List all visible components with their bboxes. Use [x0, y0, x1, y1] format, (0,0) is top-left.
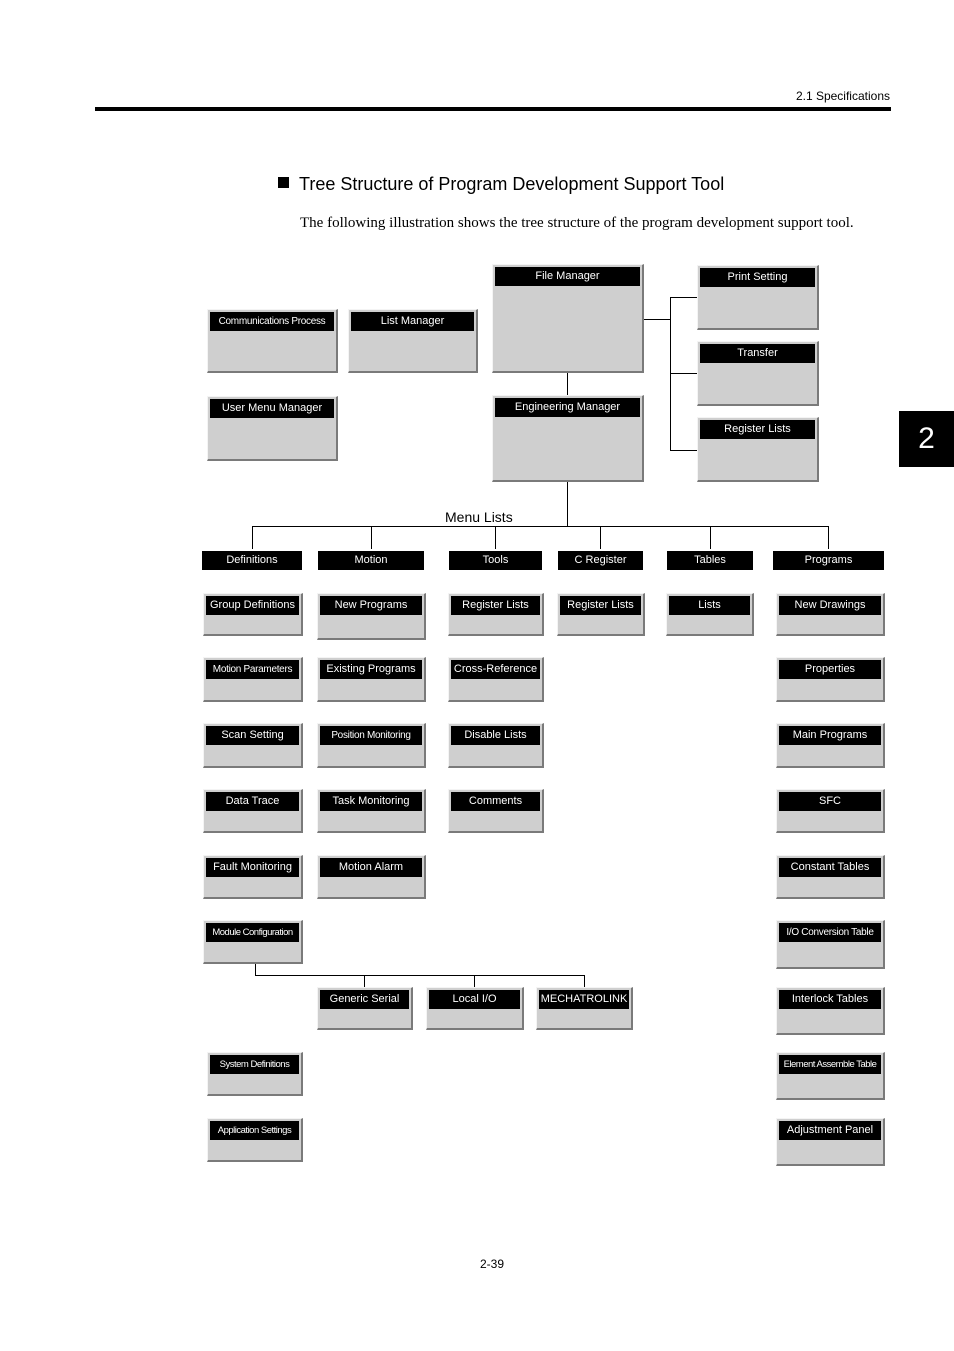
- menu-label: C Register: [558, 551, 643, 570]
- list-manager-window[interactable]: [348, 309, 478, 373]
- menu-label: Motion: [318, 551, 424, 570]
- transfer-window[interactable]: [697, 341, 819, 406]
- window-title: Element Assemble Table: [779, 1055, 881, 1074]
- window-title: Main Programs: [779, 726, 881, 745]
- window-title: Disable Lists: [451, 726, 540, 745]
- window-title: Motion Alarm: [320, 858, 422, 877]
- window-title: Transfer: [700, 344, 815, 363]
- window-title: Application Settings: [210, 1121, 299, 1140]
- menu-label: Tools: [449, 551, 542, 570]
- window-title: Task Monitoring: [320, 792, 422, 811]
- square-bullet-icon: [278, 177, 289, 188]
- menu-motion[interactable]: [317, 549, 425, 571]
- window-title: Fault Monitoring: [206, 858, 299, 877]
- window-title: MECHATROLINK: [539, 990, 629, 1009]
- window-title: Data Trace: [206, 792, 299, 811]
- engineering-manager-window[interactable]: [492, 395, 644, 482]
- window-title: List Manager: [351, 312, 474, 331]
- position-monitoring-window[interactable]: [317, 723, 426, 768]
- window-title: Interlock Tables: [779, 990, 881, 1009]
- new-programs-window[interactable]: [317, 593, 426, 640]
- intro-paragraph: The following illustration shows the tree structure of the program development support tool.: [300, 215, 854, 231]
- motion-alarm-window[interactable]: [317, 855, 426, 899]
- window-title: Print Setting: [700, 268, 815, 287]
- window-title: Generic Serial: [320, 990, 409, 1009]
- header-rule: [95, 107, 891, 111]
- window-title: Module Configuration: [206, 923, 299, 942]
- file-manager-window[interactable]: [492, 264, 644, 373]
- menu-tools[interactable]: [448, 549, 543, 571]
- menu-label: Definitions: [202, 551, 302, 570]
- comments-window[interactable]: [448, 789, 544, 833]
- menu-c-register[interactable]: [557, 549, 644, 571]
- register-lists-window[interactable]: [697, 417, 819, 482]
- window-title: Scan Setting: [206, 726, 299, 745]
- window-title: SFC: [779, 792, 881, 811]
- system-definitions-window[interactable]: [207, 1052, 303, 1096]
- local-io-window[interactable]: [426, 987, 524, 1030]
- page-number: 2-39: [480, 1257, 505, 1271]
- section-title: [278, 174, 724, 195]
- constant-tables-window[interactable]: [776, 855, 885, 899]
- application-settings-window[interactable]: [207, 1118, 303, 1162]
- lists-window[interactable]: [666, 593, 754, 636]
- window-title: File Manager: [495, 267, 640, 286]
- window-title: Properties: [779, 660, 881, 679]
- scan-setting-window[interactable]: [203, 723, 303, 768]
- group-definitions-window[interactable]: [203, 593, 303, 636]
- interlock-tables-window[interactable]: [776, 987, 885, 1035]
- module-configuration-window[interactable]: [203, 920, 303, 964]
- window-title: Motion Parameters: [206, 660, 299, 679]
- section-title-text: Tree Structure of Program Development Support Tool: [299, 174, 725, 194]
- data-trace-window[interactable]: [203, 789, 303, 833]
- section-header: 2.1 Specifications: [795, 89, 890, 103]
- tools-register-lists-window[interactable]: [448, 593, 544, 636]
- window-title: Lists: [669, 596, 750, 615]
- window-title: User Menu Manager: [210, 399, 334, 418]
- chapter-tab: 2: [899, 411, 954, 467]
- window-title: Register Lists: [451, 596, 540, 615]
- window-title: Engineering Manager: [495, 398, 640, 417]
- window-title: Constant Tables: [779, 858, 881, 877]
- existing-programs-window[interactable]: [317, 657, 426, 702]
- cross-reference-window[interactable]: [448, 657, 544, 702]
- menu-definitions[interactable]: [201, 549, 303, 571]
- task-monitoring-window[interactable]: [317, 789, 426, 833]
- generic-serial-window[interactable]: [317, 987, 413, 1030]
- fault-monitoring-window[interactable]: [203, 855, 303, 899]
- menu-label: Programs: [773, 551, 884, 570]
- window-title: New Programs: [320, 596, 422, 615]
- disable-lists-window[interactable]: [448, 723, 544, 768]
- window-title: Local I/O: [429, 990, 520, 1009]
- io-conversion-table-window[interactable]: [776, 920, 885, 969]
- window-title: Position Monitoring: [320, 726, 422, 745]
- print-setting-window[interactable]: [697, 265, 819, 330]
- window-title: Comments: [451, 792, 540, 811]
- menu-label: Tables: [667, 551, 753, 570]
- main-programs-window[interactable]: [776, 723, 885, 768]
- user-menu-manager-window[interactable]: [207, 396, 338, 461]
- mechatrolink-window[interactable]: [536, 987, 633, 1030]
- element-assemble-table-window[interactable]: [776, 1052, 885, 1100]
- window-title: System Definitions: [210, 1055, 299, 1074]
- menu-tables[interactable]: [666, 549, 754, 571]
- new-drawings-window[interactable]: [776, 593, 885, 636]
- menu-lists-label: Menu Lists: [445, 509, 513, 525]
- properties-window[interactable]: [776, 657, 885, 702]
- window-title: Existing Programs: [320, 660, 422, 679]
- window-title: Cross-Reference: [451, 660, 540, 679]
- sfc-window[interactable]: [776, 789, 885, 833]
- menu-programs[interactable]: [772, 549, 885, 571]
- window-title: Adjustment Panel: [779, 1121, 881, 1140]
- window-title: I/O Conversion Table: [779, 923, 881, 942]
- window-title: New Drawings: [779, 596, 881, 615]
- window-title: Register Lists: [560, 596, 641, 615]
- window-title: Group Definitions: [206, 596, 299, 615]
- window-title: Communications Process: [210, 312, 334, 331]
- communications-process-window[interactable]: [207, 309, 338, 373]
- adjustment-panel-window[interactable]: [776, 1118, 885, 1166]
- motion-parameters-window[interactable]: [203, 657, 303, 702]
- c-register-lists-window[interactable]: [557, 593, 645, 636]
- window-title: Register Lists: [700, 420, 815, 439]
